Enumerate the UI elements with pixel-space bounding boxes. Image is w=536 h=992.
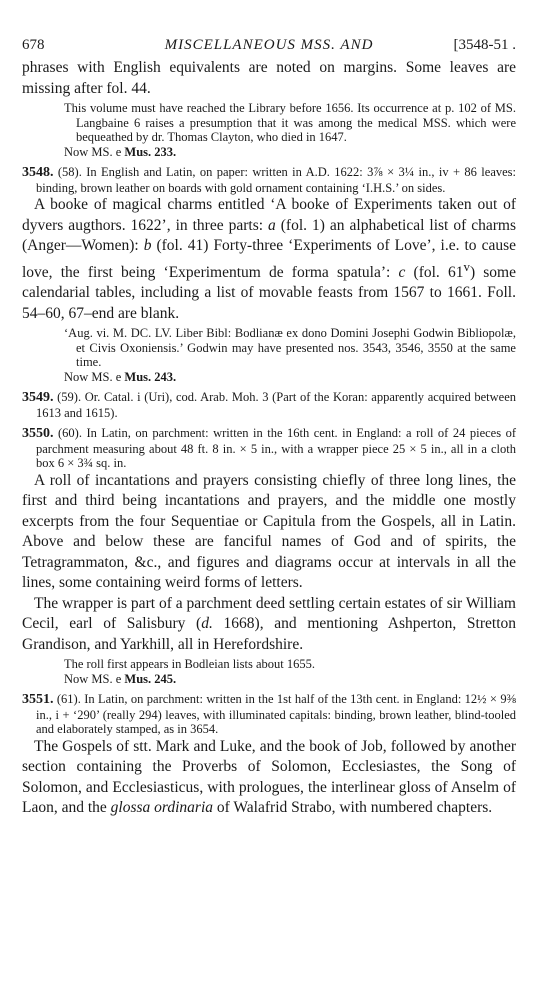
entry-3550-wrapper-text: The wrapper is part of a parchment deed settling certain estates of sir William Cecil, earl of Salisbury (d. 1668), and mentioning Ashperton, Stretton Grandison, and Yarkhill, all in Herefordshire. <box>22 594 516 653</box>
page-number: 678 <box>22 37 45 53</box>
entry-3550-note: The roll first appears in Bodleian lists about 1655. <box>64 657 315 672</box>
entry-number: 3550. <box>22 426 54 442</box>
entry-number: 3551. <box>22 692 54 708</box>
note-provenance-233: This volume must have reached the Library before 1656. Its occurrence at p. 102 of MS. Langbaine 6 raises a presumption that it was among the medical MSS. which were bequeathed by dr. Thomas Clayton, who died in 1647. <box>64 101 516 144</box>
shelfmark-233: Now MS. e Mus. 233. <box>64 144 177 159</box>
shelfmark-245: Now MS. e Mus. 245. <box>64 671 177 686</box>
entry-number: 3548. <box>22 165 54 180</box>
entry-range: [3548-51 . <box>453 37 516 53</box>
entry-3548-note: ‘Aug. vi. M. DC. LV. Liber Bibl: Bodlianæ ex dono Domini Josephi Godwin Bibliopolæ, et Civis Oxoniensis.’ Godwin may have presented nos. 3543, 3546, 3550 at the same time. <box>64 326 516 370</box>
entry-number: 3549. <box>22 390 54 406</box>
continuation-text: phrases with English equivalents are noted on margins. Some leaves are missing after fol. 44. <box>22 59 516 97</box>
entry-3551-text: The Gospels of stt. Mark and Luke, and the book of Job, followed by another section containing the Proverbs of Solomon, Ecclesiastes, the Song of Solomon, and Ecclesiasticus, with prologues, the interlinear gloss of Anselm of Laon, and the glossa ordinaria of Walafrid Strabo, with numbered chapters. <box>22 737 516 817</box>
entry-3549-description: 3549. (59). Or. Catal. i (Uri), cod. Arab. Moh. 3 (Part of the Koran: apparently acquired between 1613 and 1615). <box>22 390 516 420</box>
running-title: MISCELLANEOUS MSS. AND <box>164 37 374 53</box>
entry-3548-text: A booke of magical charms entitled ‘A booke of Experiments taken out of dyvers augthors. 1622’, in three parts: a (fol. 1) an alphabetical list of charms (Anger—Women): b (fol. 41) Forty-three ‘Experiments of Love’, i.e. to cause love, the first being ‘Experimentum de forma spatula’: c (fol. 61$^v$) some calendarial tables, including a list of movable feasts from 1567 to 1661. Foll. 54–60, 67–end are blank. <box>22 196 516 322</box>
shelfmark-243: Now MS. e Mus. 243. <box>64 369 177 384</box>
entry-3551-description: 3551. (61). In Latin, on parchment: written in the 1st half of the 13th cent. in England: 12½ × 9⅜ in., i + ‘290’ (really 294) leaves, with illuminated capitals: binding, brown leather, blind-tooled and elaborately stamped, as in 3654. <box>22 692 516 737</box>
entry-3550-description: 3550. (60). In Latin, on parchment: written in the 16th cent. in England: a roll of 24 pieces of parchment measuring about 48 ft. 8 in. × 5 in., with a wrapper piece 25 × 5 in., all in a cloth box 6 × 3¾ sq. in. <box>22 426 516 471</box>
page-body <box>22 58 516 819</box>
entry-3550-text: A roll of incantations and prayers consisting chiefly of three long lines, the first and third being incantations and prayers, and the middle one mostly excerpts from the four Sequentiae or Capitula from the Gospels, all in Latin. Above and below these are fanciful names of God and of spirits, the Tetragrammaton, &c., and figures and diagrams occur at intervals in all the lines, some containing weird forms of letters. <box>22 471 516 592</box>
running-header <box>22 37 516 55</box>
entry-3548-description: 3548. (58). In English and Latin, on paper: written in A.D. 1622: 3⅞ × 3¼ in., iv + 86 leaves: binding, brown leather on boards with gold ornament containing ‘I.H.S.’ on sides. <box>22 165 516 195</box>
